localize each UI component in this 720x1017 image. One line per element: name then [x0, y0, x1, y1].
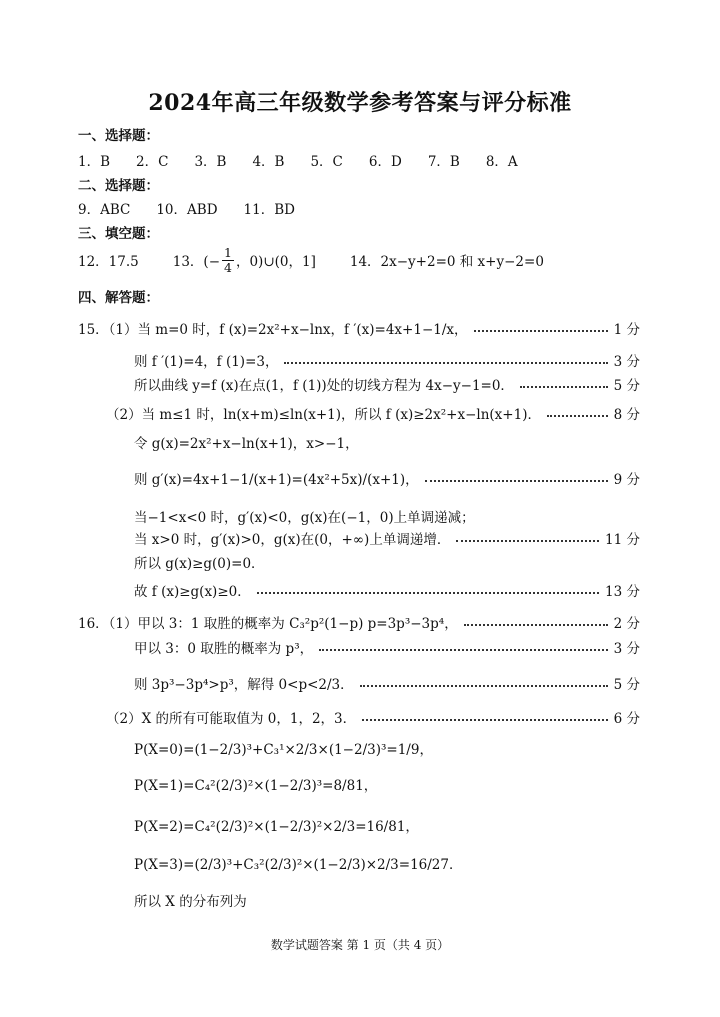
- solution-line: [134, 738, 433, 758]
- section-heading-fill-blank: 三、填空题：: [78, 226, 159, 242]
- page-title: 2024年高三年级数学参考答案与评分标准: [148, 90, 572, 116]
- score-label: 2 分: [613, 616, 640, 632]
- solution-text: 所以 X 的分布列为: [134, 894, 247, 910]
- answer-12: 12．17.5: [78, 254, 139, 271]
- solution-line: [134, 580, 640, 600]
- score-label: 3 分: [613, 354, 640, 370]
- solution-text: P(X=0)=(1−2/3)³+C₃¹×2/3×(1−2/3)³=1/9，: [134, 742, 433, 758]
- solution-line: [106, 707, 640, 727]
- solution-line: [134, 506, 475, 526]
- solution-line: [134, 468, 640, 488]
- mc-answer: 4．B: [252, 154, 285, 170]
- solution-text: 当−1<x<0 时，g′(x)<0，g(x)在(−1，0)上单调递减；: [134, 510, 475, 526]
- solution-line: [134, 432, 359, 452]
- solution-line: [78, 318, 640, 338]
- answer-13-fraction: [222, 246, 234, 275]
- fill-answer-row: [78, 246, 544, 275]
- dot-leader: [284, 362, 607, 364]
- solution-line: [134, 528, 640, 548]
- solution-text: 所以 g(x)≥g(0)=0．: [134, 556, 265, 572]
- multi-answer: 9．ABC: [78, 202, 131, 218]
- solution-text: 则 3p³−3p⁴>p³，解得 0<p<2/3．: [134, 677, 354, 693]
- solution-line: [134, 350, 640, 370]
- solution-text: 则 g′(x)=4x+1−1/(x+1)=(4x²+5x)/(x+1)，: [134, 472, 419, 488]
- mc-answer: 2．C: [136, 154, 169, 170]
- solution-text: 所以曲线 y=f (x)在点(1，f (1))处的切线方程为 4x−y−1=0．: [134, 378, 514, 394]
- multi-answer: 10．ABD: [156, 202, 218, 218]
- score-label: 8 分: [613, 407, 640, 423]
- score-label: 11 分: [605, 532, 640, 548]
- solution-text: 故 f (x)≥g(x)≥0．: [134, 584, 251, 600]
- mc-answer: 6．D: [368, 154, 402, 170]
- mc-answer: 5．C: [310, 154, 343, 170]
- solution-text: 当 x>0 时，g′(x)>0，g(x)在(0，+∞)上单调递增．: [134, 532, 451, 548]
- score-label: 1 分: [613, 322, 640, 338]
- solution-line: [134, 637, 640, 657]
- fraction-numerator: 1: [224, 245, 232, 260]
- dot-leader: [319, 649, 608, 651]
- dot-leader: [474, 330, 608, 332]
- answer-13-prefix: 13．(−: [172, 254, 221, 271]
- solution-line: [134, 815, 419, 835]
- dot-leader: [360, 685, 608, 687]
- mc-answer-row: [78, 150, 544, 170]
- solution-line: [134, 673, 640, 693]
- section-heading-solutions: 四、解答题：: [78, 290, 159, 306]
- dot-leader: [362, 719, 607, 721]
- solution-text: P(X=1)=C₄²(2/3)²×(1−2/3)³=8/81，: [134, 778, 378, 794]
- solution-line: [134, 552, 265, 572]
- dot-leader: [257, 592, 599, 594]
- solution-text: 令 g(x)=2x²+x−ln(x+1)，x>−1，: [134, 436, 359, 452]
- score-label: 9 分: [613, 472, 640, 488]
- answer-14: 14．2x−y+2=0 和 x+y−2=0: [349, 254, 544, 271]
- score-label: 3 分: [613, 641, 640, 657]
- solution-text: P(X=3)=(2/3)³+C₃²(2/3)²×(1−2/3)×2/3=16/27．: [134, 857, 463, 873]
- mc-answer: 1．B: [78, 154, 111, 170]
- answer-13-suffix: ，0)∪(0，1]: [235, 254, 316, 271]
- multi-answer-row: [78, 198, 321, 218]
- solution-line: [134, 374, 640, 394]
- solution-line: [134, 774, 377, 794]
- dot-leader: [464, 624, 608, 626]
- solution-line: [106, 403, 640, 423]
- solution-text: 甲以 3：0 取胜的概率为 p³，: [134, 641, 314, 657]
- score-label: 6 分: [613, 711, 640, 727]
- multi-answer: 11．BD: [243, 202, 295, 218]
- solution-line: [134, 853, 462, 873]
- solution-text: P(X=2)=C₄²(2/3)²×(1−2/3)²×2/3=16/81，: [134, 819, 419, 835]
- solution-line: [134, 890, 247, 910]
- dot-leader: [456, 540, 599, 542]
- solution-text: 16．（1）甲以 3：1 取胜的概率为 C₃²p²(1−p) p=3p³−3p⁴，: [78, 616, 458, 632]
- page-footer: 数学试题答案 第 1 页（共 4 页）: [270, 938, 450, 952]
- fraction-denominator: 4: [224, 259, 232, 275]
- solution-line: [78, 612, 640, 632]
- solution-text: 15．（1）当 m=0 时，f (x)=2x²+x−lnx，f ′(x)=4x+1−1/x，: [78, 322, 468, 338]
- dot-leader: [520, 386, 608, 388]
- section-heading-multiple-choice: 一、选择题：: [78, 128, 159, 144]
- score-label: 5 分: [613, 378, 640, 394]
- dot-leader: [425, 480, 608, 482]
- mc-answer: 3．B: [194, 154, 227, 170]
- section-heading-multi-select: 二、选择题：: [78, 178, 159, 194]
- mc-answer: 7．B: [427, 154, 460, 170]
- score-label: 5 分: [613, 677, 640, 693]
- solution-text: （2）X 的所有可能取值为 0，1，2，3．: [106, 711, 357, 727]
- dot-leader: [547, 415, 608, 417]
- solution-text: （2）当 m≤1 时，ln(x+m)≤ln(x+1)，所以 f (x)≥2x²+x−ln(x+1)．: [106, 407, 541, 423]
- mc-answer: 8．A: [485, 154, 518, 170]
- score-label: 13 分: [605, 584, 640, 600]
- solution-text: 则 f ′(1)=4，f (1)=3，: [134, 354, 279, 370]
